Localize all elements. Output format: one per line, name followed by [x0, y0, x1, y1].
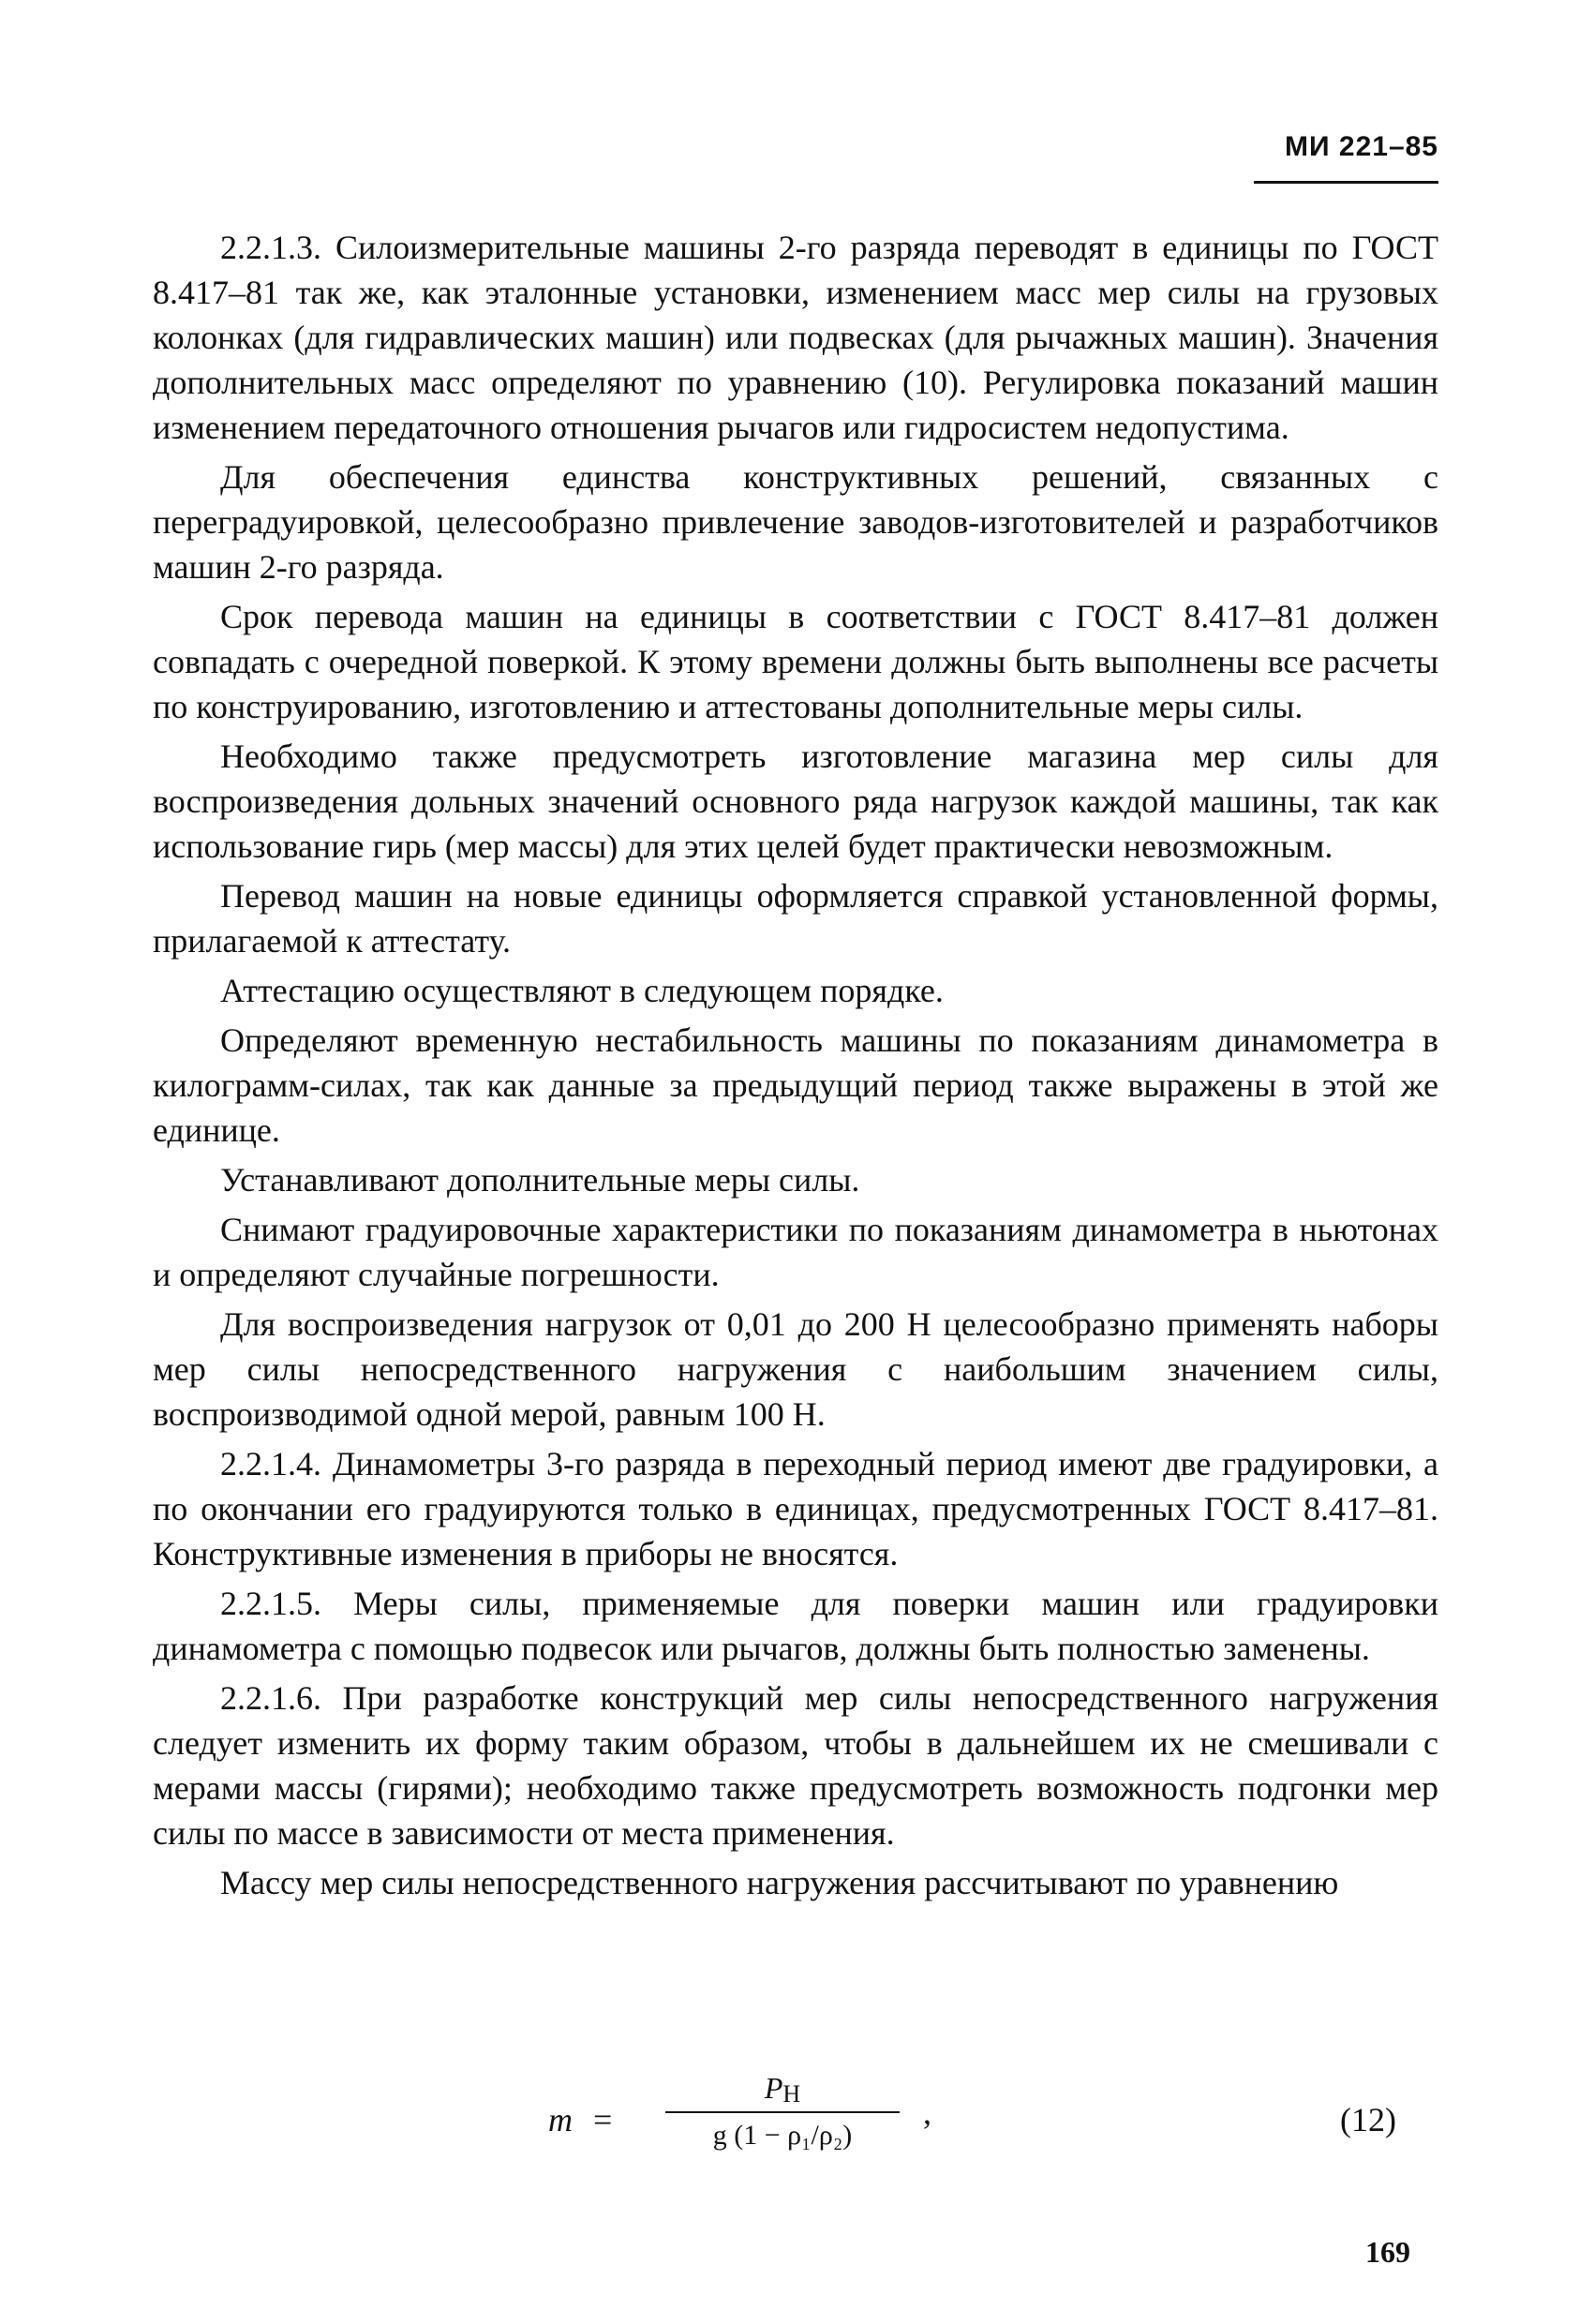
body-text [153, 225, 1438, 1910]
formula-denominator: g (1 − ρ₁/ρ₂) [712, 2120, 853, 2151]
paragraph: Аттестацию осуществляют в следующем порядке. [220, 972, 944, 1009]
formula-numerator [665, 2064, 900, 2111]
paragraph: 2.2.1.5. Меры силы, применяемые для поверки машин или градуировки динамометра с помощью подвесок или рычагов, должны быть полностью заменены. [153, 1585, 1438, 1667]
formula-numerator-subscript: Н [782, 2080, 801, 2108]
paragraph: Для обеспечения единства конструктивных решений, связанных с переградуировкой, целесообразно привлечение заводов-изготовителей и разработчиков машин 2-го разряда. [153, 458, 1438, 586]
paragraph: Массу мер силы непосредственного нагружения рассчитывают по уравнению [220, 1864, 1339, 1901]
paragraph: Необходимо также предусмотреть изготовление магазина мер силы для воспроизведения дольных значений основного ряда нагрузок каждой машины, так как использование гирь (мер массы) для этих целей будет практически невозможным. [153, 737, 1438, 865]
header-doc-code: МИ 221–85 [1285, 131, 1438, 162]
formula-numerator-symbol: P [764, 2071, 783, 2105]
formula-equals: = [593, 2101, 613, 2138]
paragraph: Снимают градуировочные характеристики по показаниям динамометра в ньютонах и определяют случайные погрешности. [153, 1211, 1438, 1293]
page-number: 169 [1365, 2235, 1410, 2269]
formula-trailing-comma: , [923, 2093, 931, 2131]
header-rule [1254, 181, 1438, 184]
formula-lhs: m [548, 2101, 573, 2138]
paragraph: Устанавливают дополнительные меры силы. [220, 1161, 860, 1199]
formula-fraction [665, 2064, 900, 2158]
paragraph: 2.2.1.6. При разработке конструкций мер силы непосредственного нагружения следует изменить их форму таким образом, чтобы в дальнейшем их не смешивали с мерами массы (гирями); необходимо также предусмотреть возможность подгонки мер силы по массе в зависимости от места применения. [153, 1679, 1438, 1852]
paragraph: 2.2.1.4. Динамометры 3-го разряда в переходный период имеют две градуировки, а по окончании его градуируются только в единицах, предусмотренных ГОСТ 8.417–81. Конструктивные изменения в приборы не вносятся. [153, 1445, 1438, 1572]
formula-label: (12) [1340, 2101, 1396, 2138]
paragraph: Для воспроизведения нагрузок от 0,01 до 200 Н целесообразно применять наборы мер силы непосредственного нагружения с наибольшим значением силы, воспроизводимой одной мерой, равным 100 Н. [153, 1305, 1438, 1433]
paragraph: Срок перевода машин на единицы в соответствии с ГОСТ 8.417–81 должен совпадать с очередной поверкой. К этому времени должны быть выполнены все расчеты по конструированию, изготовлению и аттестованы дополнительные меры силы. [153, 598, 1438, 725]
formula-12 [525, 2064, 1443, 2177]
paragraph: Перевод машин на новые единицы оформляется справкой установленной формы, прилагаемой к аттестату. [153, 877, 1438, 960]
paragraph: 2.2.1.3. Силоизмерительные машины 2-го разряда переводят в единицы по ГОСТ 8.417–81 так же, как эталонные установки, изменением масс мер силы на грузовых колонках (для гидравлических машин) или подвесках (для рычажных машин). Значения дополнительных масс определяют по уравнению (10). Регулировка показаний машин изменением передаточного отношения рычагов или гидросистем недопустима. [153, 229, 1438, 446]
paragraph: Определяют временную нестабильность машины по показаниям динамометра в килограмм-силах, так как данные за предыдущий период также выражены в этой же единице. [153, 1021, 1438, 1149]
